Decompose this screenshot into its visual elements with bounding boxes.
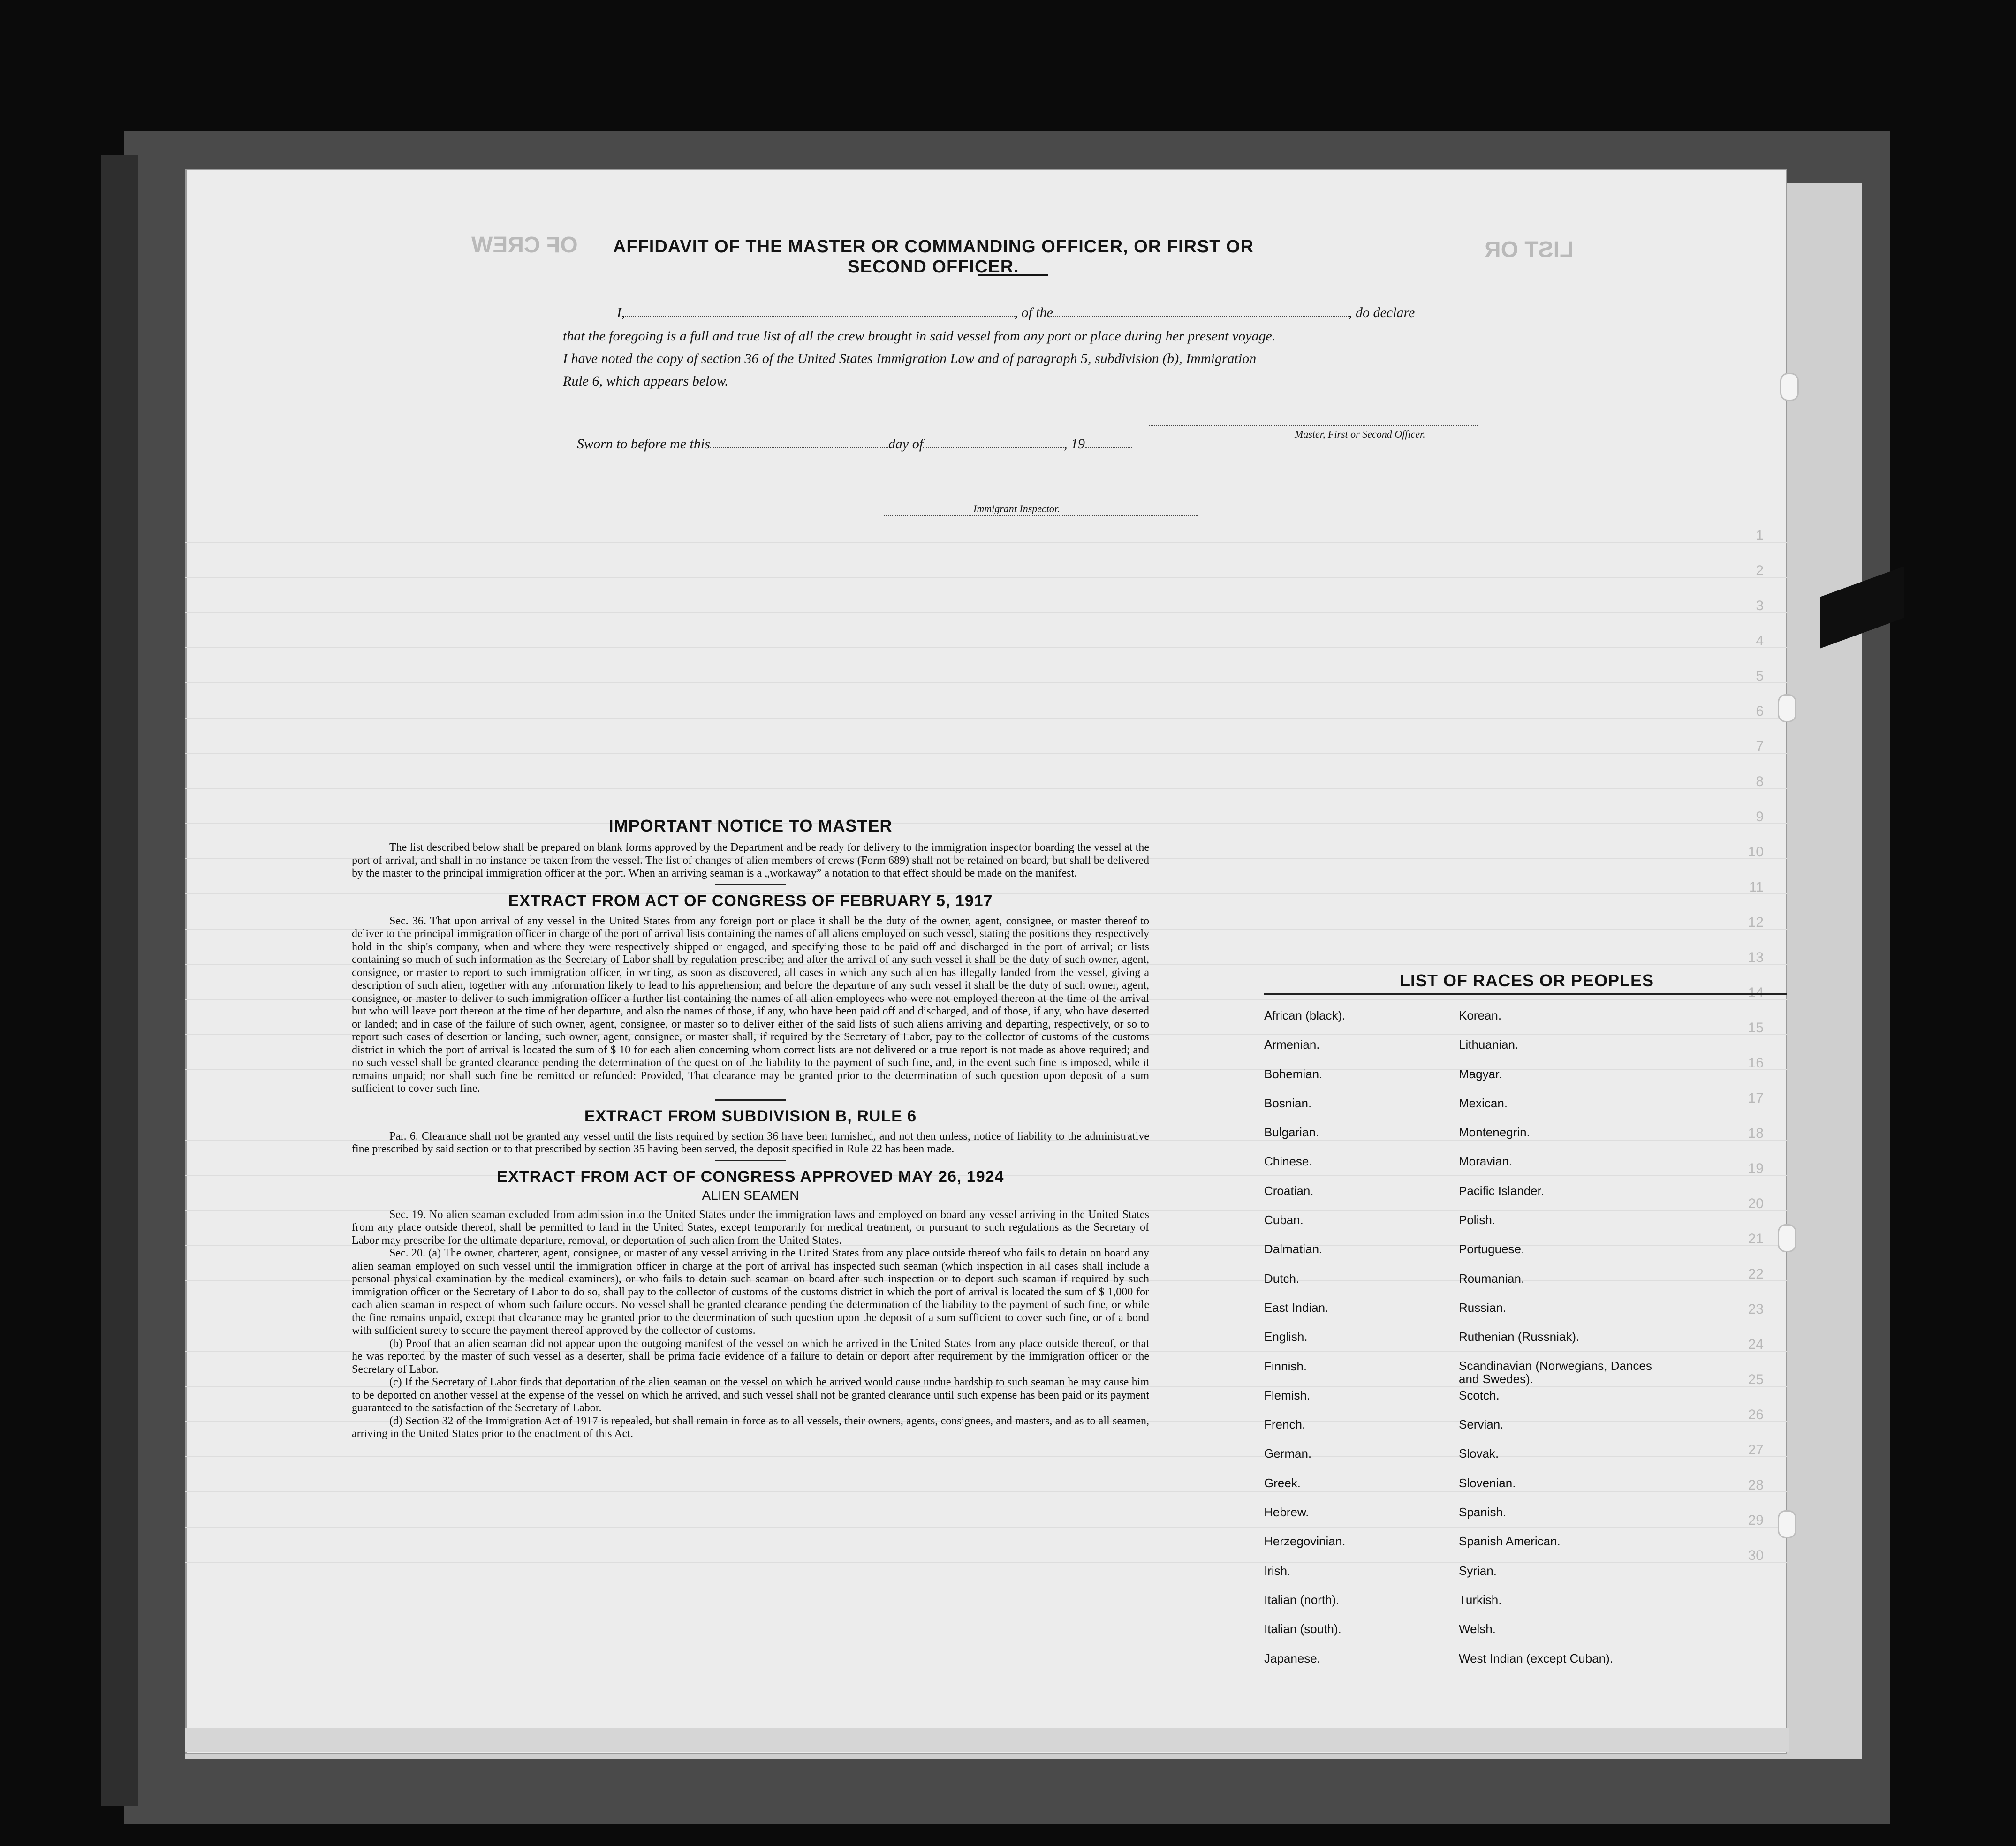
act-1924-sec20d: (d) Section 32 of the Immigration Act of 1917 is repealed, but shall remain in force as to all vessels, their owners, agents, consignees, and masters, and as to all seamen, arriving in the United States prior to the enactment of this Act. (352, 1415, 1149, 1440)
vessel-blank (1053, 316, 1349, 317)
bleed-row-number: 20 (1748, 1196, 1764, 1211)
race-item: Moravian. (1459, 1154, 1513, 1169)
pin-hole (1780, 373, 1799, 401)
affidavit-of-the: , of the (1014, 305, 1053, 320)
race-item: Magyar. (1459, 1067, 1502, 1081)
bleed-row-number: 2 (1756, 563, 1764, 578)
bleed-row-number: 1 (1756, 528, 1764, 543)
bleed-row-number: 22 (1748, 1266, 1764, 1282)
master-label: Master, First or Second Officer. (1295, 428, 1425, 440)
race-item: Lithuanian. (1459, 1037, 1519, 1052)
rule6-par6: Par. 6. Clearance shall not be granted any vessel until the lists required by section 36 have been furnished, and not then unless, notice of liability to the administrative fine prescribed by said section or to that prescribed by section 35 having been served, the deposit specified in Rule 22 has been made. (352, 1130, 1149, 1155)
sworn-label: Sworn to before me this (577, 436, 710, 452)
bleed-row (185, 704, 1787, 719)
affidavit-title: AFFIDAVIT OF THE MASTER OR COMMANDING OFFICER, OR FIRST OR SECOND OFFICER. (613, 237, 1254, 277)
race-item: Pacific Islander. (1459, 1183, 1545, 1198)
bleed-row (185, 563, 1787, 578)
bleed-row-number: 26 (1748, 1407, 1764, 1422)
sworn-year: , 19 (1064, 436, 1085, 452)
bleed-row-number: 13 (1748, 950, 1764, 965)
manifest-page (185, 169, 1787, 1754)
race-item: Italian (north). (1264, 1592, 1340, 1607)
race-item: Spanish. (1459, 1505, 1507, 1520)
bleed-row-number: 6 (1756, 704, 1764, 719)
races-heading: LIST OF RACES OR PEOPLES (1399, 971, 1654, 990)
bleed-row-number: 28 (1748, 1477, 1764, 1493)
race-item: Herzegovinian. (1264, 1534, 1346, 1549)
bleed-row-number: 23 (1748, 1301, 1764, 1317)
bleed-row-number: 10 (1748, 844, 1764, 860)
races-column-left (1264, 1008, 1345, 1680)
act-1924-sec19: Sec. 19. No alien seaman excluded from admission into the United States under the immigration laws and employed on board any vessel arriving in the United States from any place outside thereof, shall be permitted to land in the United States, except temporarily for medical treatment, or pursuant to such regulations as the Secretary of Labor may prescribe for the ultimate departure, removal, or deportation of such alien from the United States. (352, 1208, 1149, 1247)
bleed-row-number: 25 (1748, 1372, 1764, 1387)
bleed-row-number: 29 (1748, 1513, 1764, 1528)
bleed-row (185, 598, 1787, 613)
race-item: Polish. (1459, 1213, 1496, 1227)
race-item: Portuguese. (1459, 1242, 1525, 1256)
bleed-header-right: OF CREW (471, 233, 578, 257)
act-1917-sec36: Sec. 36. That upon arrival of any vessel in the United States from any foreign port or place it shall be the duty of the owner, agent, consignee, or master thereof to deliver to the principal immigration officer in charge of the port of arrival lists containing the names of all aliens employed on such vessel, stating the positions they respectively hold in the ship's company, when and where they were respectively shipped or engaged, and specifying those to be paid off and discharged in the port of arrival; or lists containing so much of such information as the Secretary of Labor shall by regulation prescribe; and after the arrival of any such vessel it shall be the duty of such owner, agent, consignee, or master to report to such immigration officer, in writing, as soon as discovered, all cases in which any such alien has illegally landed from the vessel, giving a description of such alien, together with any information likely to lead to his apprehension; and before the departure of any such vessel it shall be the duty of such owner, agent, consignee, or master to deliver to such immigration officer a further list containing the names of all alien employees who were not employed thereon at the time of the arrival but who will leave port thereon at the time of her departure, and also the names of those, if any, who have been paid off and discharged, and of those, if any, who have deserted or landed; and in case of the failure of such owner, agent, consignee, or master so to deliver either of the said lists of such aliens arriving and departing, respectively, or so to report such cases of desertion or landing, such owner, agent, consignee, or master shall, if required by the Secretary of Labor, pay to the collector of customs of the customs district in which the port of arrival is located the sum of $ 10 for each alien concerning whom correct lists are not delivered or a true report is not made as above required; and no such vessel shall be granted clearance pending the determination of the question of the liability to the payment of such fine, and, in the event such fine is imposed, while it remains unpaid; nor shall such fine be remitted or refunded: Provided, That clearance may be granted prior to the determination of such question upon deposit of a sum sufficient to cover such fine. (352, 915, 1149, 1095)
races-column-right (1459, 1008, 1656, 1680)
bleed-row-number: 27 (1748, 1442, 1764, 1458)
act-1917-heading: EXTRACT FROM ACT OF CONGRESS OF FEBRUARY 5, 1917 (508, 892, 993, 910)
sworn-day-blank (710, 447, 888, 448)
bleed-header-left: LIST OR (1485, 237, 1574, 262)
bleed-row-number: 24 (1748, 1337, 1764, 1352)
notice-rule (715, 884, 786, 885)
race-item: Bosnian. (1264, 1096, 1312, 1110)
race-item: Scotch. (1459, 1388, 1500, 1402)
race-item: Korean. (1459, 1008, 1502, 1022)
act-1917-rule (715, 1099, 786, 1101)
race-item: Chinese. (1264, 1154, 1312, 1169)
race-item: African (black). (1264, 1008, 1346, 1022)
bottom-page-edge (185, 1728, 1789, 1752)
bleed-row-number: 3 (1756, 598, 1764, 613)
sworn-month-blank (923, 447, 1064, 448)
race-item: Russian. (1459, 1300, 1507, 1315)
race-item: Hebrew. (1264, 1505, 1309, 1520)
race-item: Cuban. (1264, 1213, 1304, 1227)
scanner-edge (101, 155, 138, 1806)
bleed-row-number: 11 (1749, 879, 1764, 895)
affidavit-line-3: I have noted the copy of section 36 of the United States Immigration Law and of paragraph 5, subdivision (b), Immigration (563, 351, 1257, 366)
bleed-row-number: 15 (1748, 1020, 1764, 1036)
race-item: Japanese. (1264, 1651, 1320, 1665)
race-item: Servian. (1459, 1417, 1504, 1432)
race-item: Mexican. (1459, 1096, 1508, 1110)
affidavit-declare: , do declare (1349, 305, 1415, 320)
race-item: Slovak. (1459, 1446, 1499, 1461)
race-item: Ruthenian (Russniak). (1459, 1330, 1580, 1344)
bleed-row-number: 5 (1756, 668, 1764, 684)
race-item: East Indian. (1264, 1300, 1329, 1315)
notice-heading: IMPORTANT NOTICE TO MASTER (608, 816, 893, 835)
bleed-row (185, 668, 1787, 683)
bleed-row (185, 774, 1787, 789)
race-item: Bohemian. (1264, 1067, 1323, 1081)
act-1924-heading: EXTRACT FROM ACT OF CONGRESS APPROVED MAY 26, 1924 (497, 1167, 1004, 1186)
bleed-row-number: 8 (1756, 774, 1764, 789)
race-item: Bulgarian. (1264, 1125, 1319, 1140)
bleed-row-number: 16 (1748, 1055, 1764, 1071)
race-item: Dutch. (1264, 1271, 1300, 1286)
inspector-label: Immigrant Inspector. (973, 503, 1060, 514)
inspector-signature-blank (884, 515, 1198, 516)
race-item: English. (1264, 1330, 1308, 1344)
race-item: German. (1264, 1446, 1312, 1461)
race-item: Montenegrin. (1459, 1125, 1530, 1140)
rule6-rule (715, 1160, 786, 1161)
act-1924-sec20b: (b) Proof that an alien seaman did not appear upon the outgoing manifest of the vessel on which he arrived in the United States from any place outside thereof, or that he was reported by the master of such vessel as a deserter, shall be prima facie evidence of a failure to detain or deport after requirement by the immigration officer or the Secretary of Labor. (352, 1337, 1149, 1376)
bleed-row-number: 30 (1748, 1548, 1764, 1563)
race-item: Finnish. (1264, 1359, 1307, 1373)
race-item: West Indian (except Cuban). (1459, 1651, 1614, 1665)
affidavit-line-4: Rule 6, which appears below. (563, 373, 728, 389)
pin-hole (1778, 1224, 1796, 1252)
act-1924-sec20c: (c) If the Secretary of Labor finds that deportation of the alien seaman on the vessel on which he arrived would cause undue hardship to such seaman he may cause him to be deported on another vessel at the expense of the vessel on which he arrived, and such vessel shall not be granted clearance until such expense has been paid or its payment guaranteed to the satisfaction of the Secretary of Labor. (352, 1376, 1149, 1414)
race-item: French. (1264, 1417, 1306, 1432)
race-item: Scandinavian (Norwegians, Dances and Swedes). (1459, 1358, 1652, 1386)
bleed-row-number: 4 (1756, 633, 1764, 649)
bleed-row-number: 18 (1748, 1126, 1764, 1141)
affidavit-rule (978, 274, 1048, 276)
master-signature-blank (1149, 425, 1478, 426)
race-item: Armenian. (1264, 1037, 1320, 1052)
affidavit-line-1 (563, 305, 1415, 321)
race-item: Italian (south). (1264, 1622, 1341, 1636)
pin-hole (1778, 1510, 1796, 1538)
bleed-row-number: 7 (1756, 739, 1764, 754)
act-1924-subheading: ALIEN SEAMEN (702, 1188, 799, 1203)
race-item: Dalmatian. (1264, 1242, 1323, 1256)
race-item: Greek. (1264, 1475, 1301, 1490)
notice-block (352, 816, 1149, 1441)
affidavit-i: I, (617, 305, 625, 320)
race-item: Croatian. (1264, 1183, 1314, 1198)
races-rule (1264, 993, 1787, 995)
race-item: Irish. (1264, 1563, 1291, 1578)
race-item: Syrian. (1459, 1563, 1497, 1578)
bleed-row-number: 12 (1748, 915, 1764, 930)
race-item: Flemish. (1264, 1388, 1311, 1402)
sworn-year-blank (1085, 447, 1132, 448)
race-item: Spanish American. (1459, 1534, 1561, 1549)
bleed-row-number: 9 (1756, 809, 1764, 825)
pin-hole (1778, 694, 1796, 722)
bleed-row (185, 528, 1787, 543)
bleed-row-number: 19 (1748, 1161, 1764, 1176)
bleed-row (185, 739, 1787, 754)
affidavit-line-2: that the foregoing is a full and true list of all the crew brought in said vessel from any port or place during her present voyage. (563, 328, 1276, 344)
bleed-row (185, 633, 1787, 648)
bleed-row-number: 21 (1748, 1231, 1764, 1247)
notice-text: The list described below shall be prepared on blank forms approved by the Department and be ready for delivery to the immigration inspector boarding the vessel at the port of arrival, and shall in no instance be taken from the vessel. The list of changes of alien members of crews (Form 689) shall not be retained on board, but shall be delivered by the master to the principal immigration officer at the port. When an arriving seaman is a „workaway” a notation to that effect should be made on the manifest. (352, 841, 1149, 879)
sworn-day-of: day of (888, 436, 924, 452)
race-item: Welsh. (1459, 1622, 1496, 1636)
race-item: Roumanian. (1459, 1271, 1525, 1286)
rule6-heading: EXTRACT FROM SUBDIVISION B, RULE 6 (584, 1107, 917, 1125)
race-item: Slovenian. (1459, 1475, 1516, 1490)
sworn-line (577, 436, 1132, 452)
act-1924-sec20a: Sec. 20. (a) The owner, charterer, agent, consignee, or master of any vessel arriving in the United States from any place outside thereof who fails to detain on board any alien seaman employed on such vessel until the immigration officer in charge at the port of arrival has inspected such seaman (which inspection in all cases shall include a personal physical examination by the medical examiners), or who fails to detain such seaman on board after such inspection or to deport such seaman if required by such immigration officer or the Secretary of Labor to do so, shall pay to the collector of customs of the customs district in which the port of arrival is located the sum of $ 1,000 for each alien seaman in respect of whom such failure occurs. No vessel shall be granted clearance pending the determination of the liability to the payment of such fine, or while the fine remains unpaid, except that clearance may be granted prior to the determination of such question upon the deposit of a sum sufficient to cover such fine, or of a bond with sufficient surety to secure the payment thereof approved by the collector of customs. (352, 1247, 1149, 1337)
bleed-row-number: 14 (1748, 985, 1764, 1000)
race-item: Turkish. (1459, 1592, 1502, 1607)
name-blank (625, 316, 1015, 317)
bleed-row-number: 17 (1748, 1090, 1764, 1106)
